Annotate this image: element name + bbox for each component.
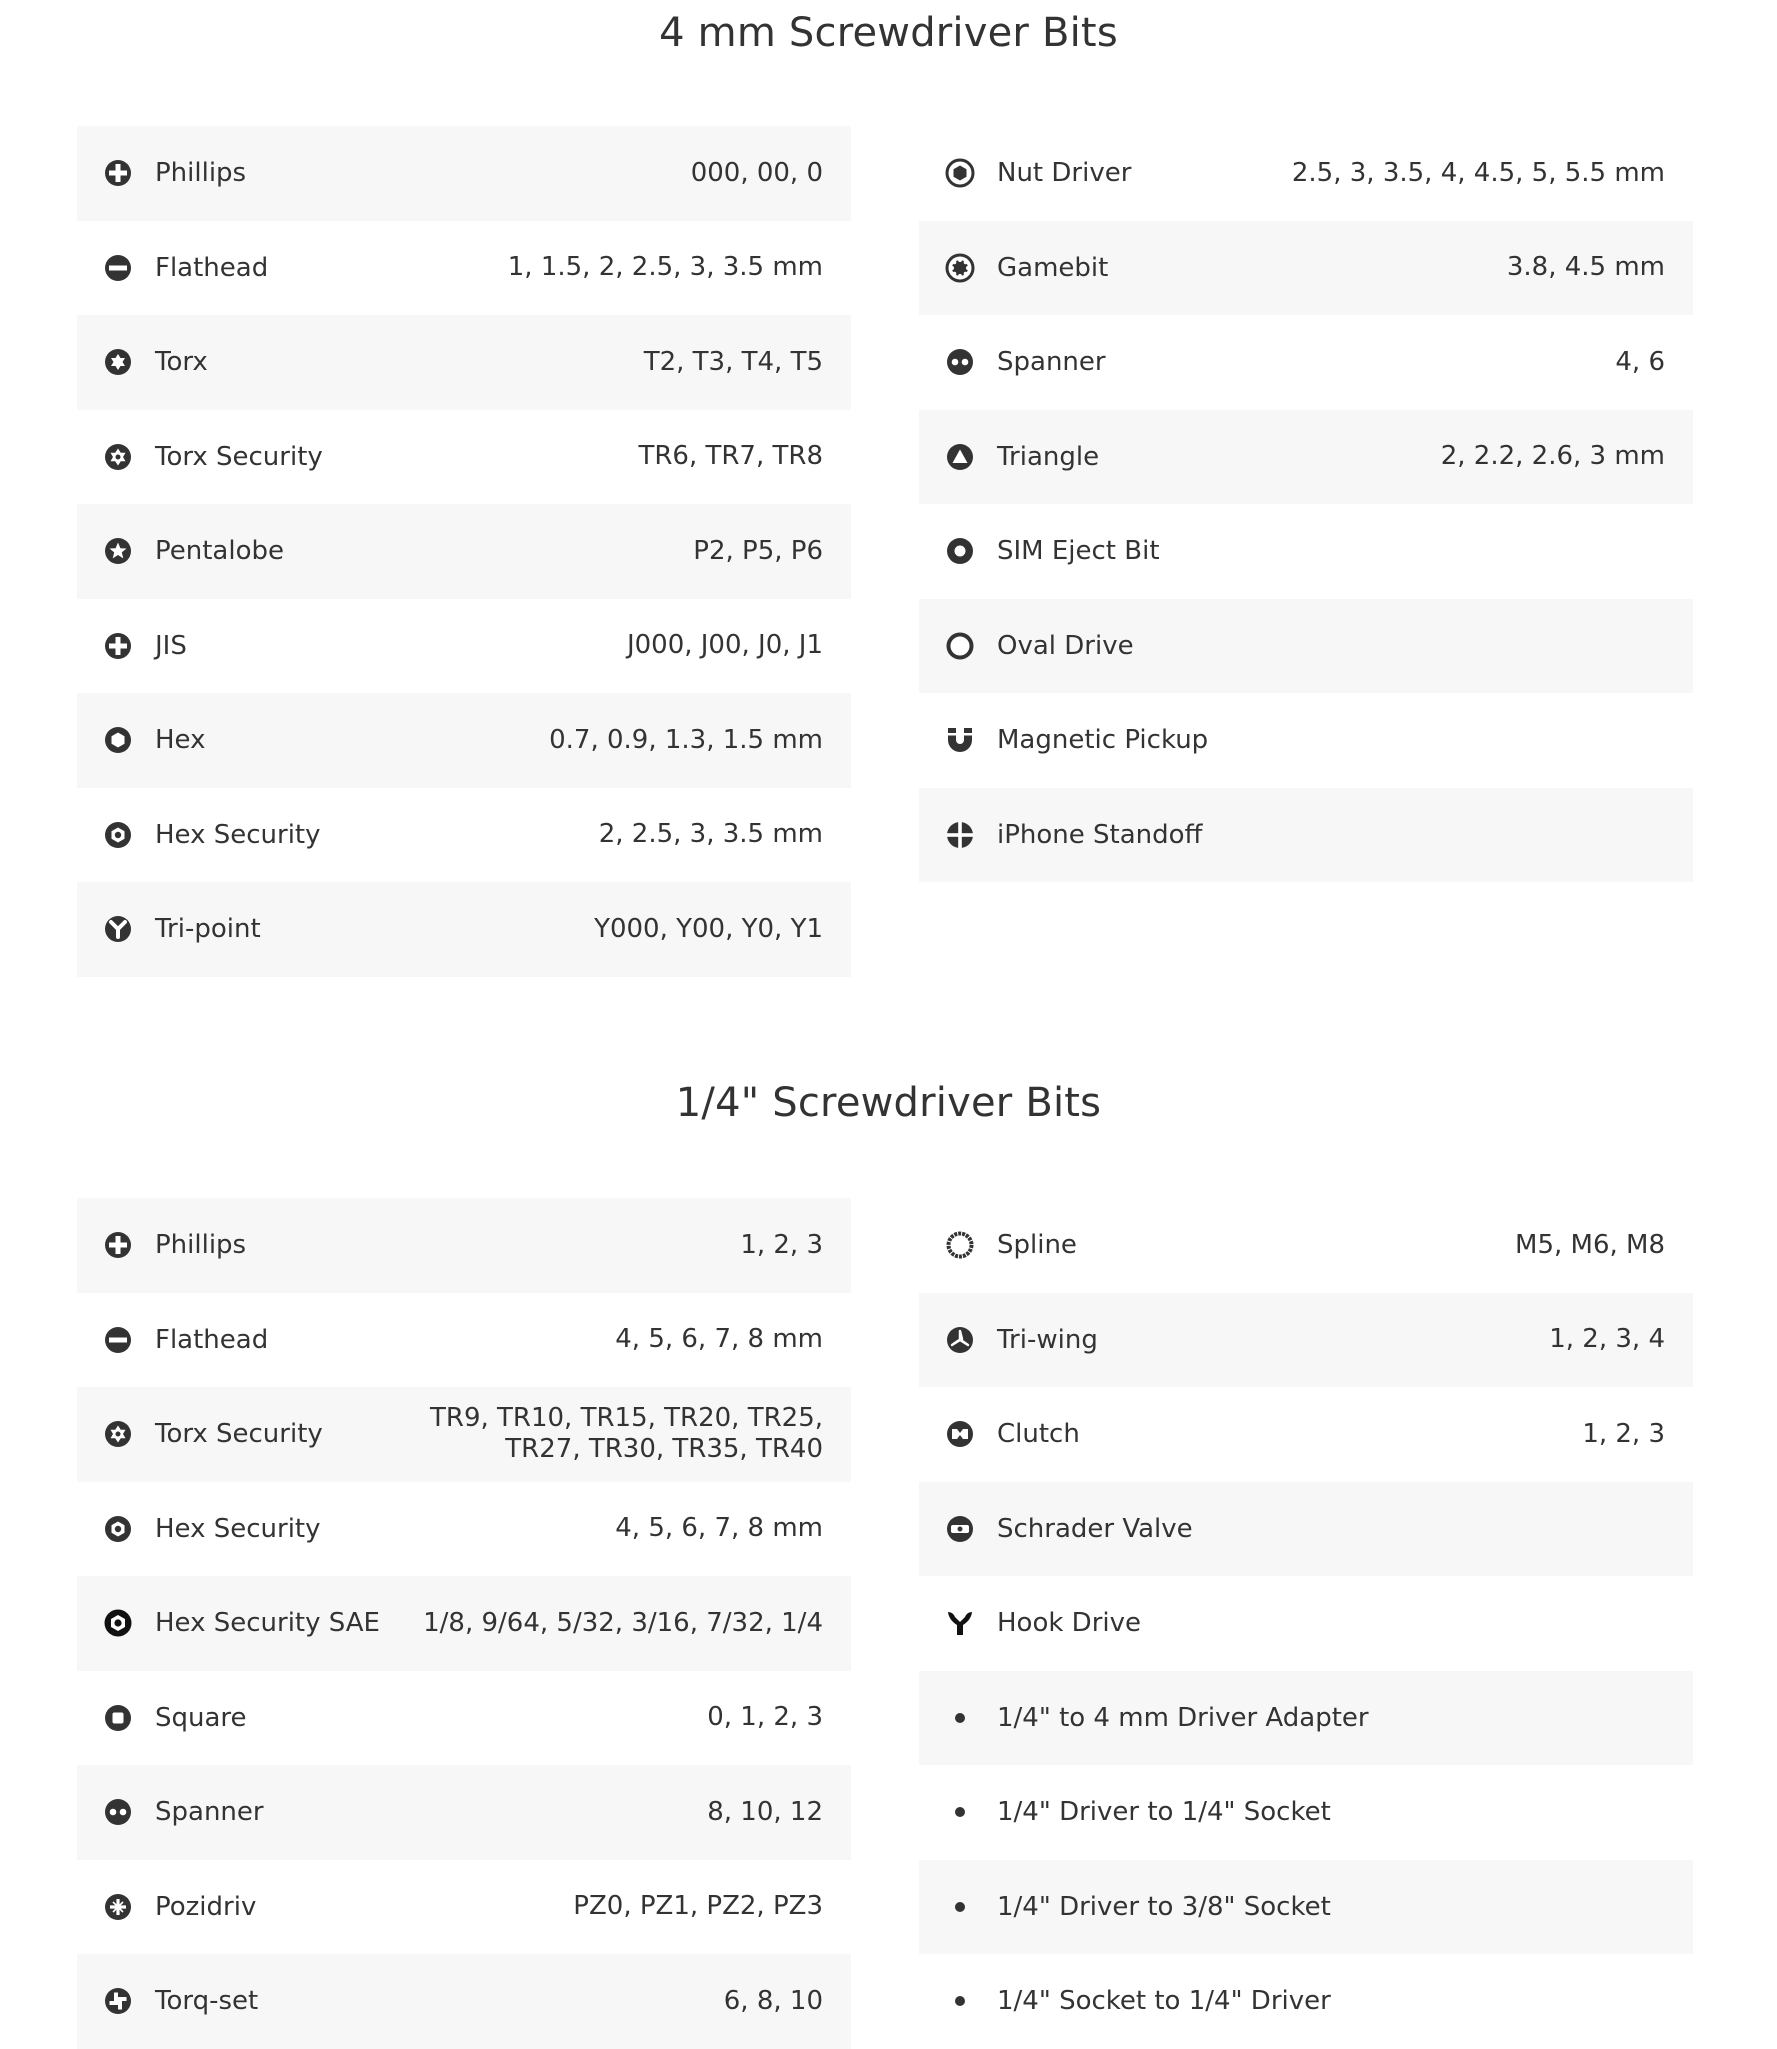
bit-row — [919, 1671, 1693, 1766]
pozidriv-icon — [103, 1892, 133, 1922]
bit-name: Pozidriv — [155, 1891, 257, 1922]
bit-name: Phillips — [155, 1230, 247, 1261]
bit-row — [919, 788, 1693, 883]
bit-row — [77, 1765, 851, 1860]
bit-name: Hex Security — [155, 1513, 321, 1544]
bits-table-quarter-inch-left — [77, 1198, 851, 2049]
flathead-icon — [103, 253, 133, 283]
bits-table-4mm-left — [77, 126, 851, 977]
bit-sizes: 4, 6 — [1615, 346, 1665, 377]
pentalobe-icon — [103, 536, 133, 566]
bit-name: Square — [155, 1702, 247, 1733]
hook-drive-icon — [945, 1608, 975, 1638]
iphone-standoff-icon — [945, 820, 975, 850]
bit-sizes: 4, 5, 6, 7, 8 mm — [615, 1324, 823, 1355]
bit-row — [919, 693, 1693, 788]
bit-name: 1/4" to 4 mm Driver Adapter — [997, 1702, 1369, 1733]
bit-name: Nut Driver — [997, 158, 1132, 189]
section-title-4mm: 4 mm Screwdriver Bits — [659, 10, 1118, 56]
bit-name: Torx Security — [155, 441, 323, 472]
bit-row — [77, 693, 851, 788]
bit-row — [77, 1293, 851, 1388]
bit-row — [919, 1387, 1693, 1482]
bit-sizes: 2, 2.2, 2.6, 3 mm — [1440, 441, 1665, 472]
bit-sizes: 0, 1, 2, 3 — [707, 1702, 823, 1733]
bit-row — [77, 1860, 851, 1955]
bit-sizes: 3.8, 4.5 mm — [1506, 252, 1665, 283]
magnet-icon — [945, 725, 975, 755]
bullet-icon — [945, 1892, 975, 1922]
bit-name: Pentalobe — [155, 536, 284, 567]
bit-name: 1/4" Driver to 3/8" Socket — [997, 1891, 1331, 1922]
bit-sizes: 0.7, 0.9, 1.3, 1.5 mm — [549, 724, 823, 755]
bit-sizes: T2, T3, T4, T5 — [643, 346, 823, 377]
phillips-icon — [103, 1230, 133, 1260]
bit-name: Magnetic Pickup — [997, 725, 1209, 756]
bit-name: Phillips — [155, 158, 247, 189]
bit-row — [77, 504, 851, 599]
bit-row — [919, 221, 1693, 316]
bit-row — [77, 221, 851, 316]
bit-row — [77, 599, 851, 694]
bit-name: Tri-point — [155, 914, 261, 945]
bits-table-quarter-inch-right — [919, 1198, 1693, 2049]
bit-name: Hex — [155, 725, 206, 756]
torq-set-icon — [103, 1986, 133, 2016]
bit-name: Hex Security — [155, 819, 321, 850]
bit-sizes: 1/8, 9/64, 5/32, 3/16, 7/32, 1/4 — [423, 1607, 823, 1638]
bit-row — [919, 126, 1693, 221]
hex-security-sae-icon — [103, 1608, 133, 1638]
bit-name: Torx Security — [155, 1419, 323, 1450]
bit-name: SIM Eject Bit — [997, 536, 1160, 567]
bit-sizes: 1, 2, 3, 4 — [1549, 1324, 1665, 1355]
bit-sizes: 1, 1.5, 2, 2.5, 3, 3.5 mm — [507, 252, 823, 283]
bit-name: Flathead — [155, 252, 269, 283]
jis-icon — [103, 631, 133, 661]
phillips-icon — [103, 158, 133, 188]
spanner-icon — [945, 347, 975, 377]
bit-sizes: J000, J00, J0, J1 — [626, 630, 823, 661]
bit-name: Torq-set — [155, 1986, 259, 2017]
torx-icon — [103, 347, 133, 377]
bit-name: Flathead — [155, 1324, 269, 1355]
bit-row — [919, 315, 1693, 410]
bit-name: Spline — [997, 1230, 1077, 1261]
square-icon — [103, 1703, 133, 1733]
bit-row — [919, 504, 1693, 599]
bit-row — [77, 788, 851, 883]
hex-security-icon — [103, 1514, 133, 1544]
gamebit-icon — [945, 253, 975, 283]
bit-sizes: 8, 10, 12 — [707, 1796, 823, 1827]
bit-name: Oval Drive — [997, 630, 1134, 661]
tri-wing-icon — [945, 1325, 975, 1355]
bits-table-4mm-right — [919, 126, 1693, 882]
bit-row — [919, 410, 1693, 505]
oval-drive-icon — [945, 631, 975, 661]
bit-sizes: TR6, TR7, TR8 — [638, 441, 823, 472]
bit-name: JIS — [155, 630, 187, 661]
bullet-icon — [945, 1986, 975, 2016]
bit-name: Triangle — [997, 441, 1100, 472]
bit-sizes: P2, P5, P6 — [693, 535, 823, 566]
bit-row — [77, 1954, 851, 2049]
bit-row — [77, 1387, 851, 1482]
bit-name: 1/4" Driver to 1/4" Socket — [997, 1797, 1331, 1828]
tri-point-icon — [103, 914, 133, 944]
bit-sizes: 2, 2.5, 3, 3.5 mm — [598, 819, 823, 850]
clutch-icon — [945, 1419, 975, 1449]
flathead-icon — [103, 1325, 133, 1355]
bit-sizes: M5, M6, M8 — [1515, 1229, 1665, 1260]
bit-row — [919, 1293, 1693, 1388]
bit-row — [919, 1482, 1693, 1577]
spline-icon — [945, 1230, 975, 1260]
bit-row — [77, 1671, 851, 1766]
torx-security-icon — [103, 442, 133, 472]
schrader-valve-icon — [945, 1514, 975, 1544]
hex-security-icon — [103, 820, 133, 850]
sim-eject-icon — [945, 536, 975, 566]
triangle-icon — [945, 442, 975, 472]
torx-security-icon — [103, 1419, 133, 1449]
bit-row — [77, 126, 851, 221]
bit-name: Tri-wing — [997, 1324, 1098, 1355]
bit-name: 1/4" Socket to 1/4" Driver — [997, 1986, 1331, 2017]
bit-row — [919, 1198, 1693, 1293]
nut-driver-icon — [945, 158, 975, 188]
bit-name: Torx — [155, 347, 208, 378]
bit-row — [77, 1576, 851, 1671]
bit-name: Hex Security SAE — [155, 1608, 380, 1639]
bit-name: Clutch — [997, 1419, 1080, 1450]
bit-sizes: 1, 2, 3 — [1582, 1418, 1665, 1449]
bit-row — [77, 882, 851, 977]
bit-row — [919, 1576, 1693, 1671]
bit-sizes: 000, 00, 0 — [690, 157, 823, 188]
bit-row — [919, 1954, 1693, 2049]
bit-sizes: 1, 2, 3 — [740, 1229, 823, 1260]
bit-name: iPhone Standoff — [997, 819, 1203, 850]
bit-sizes: PZ0, PZ1, PZ2, PZ3 — [573, 1891, 823, 1922]
section-title-quarter-inch: 1/4" Screwdriver Bits — [675, 1080, 1102, 1126]
bit-row — [919, 1860, 1693, 1955]
bullet-icon — [945, 1703, 975, 1733]
bit-name: Spanner — [155, 1797, 264, 1828]
bit-name: Hook Drive — [997, 1608, 1142, 1639]
bit-sizes: 2.5, 3, 3.5, 4, 4.5, 5, 5.5 mm — [1291, 157, 1665, 188]
bit-name: Schrader Valve — [997, 1513, 1193, 1544]
bullet-icon — [945, 1797, 975, 1827]
bit-row — [919, 599, 1693, 694]
spanner-icon — [103, 1797, 133, 1827]
bit-sizes: TR9, TR10, TR15, TR20, TR25, TR27, TR30, TR35, TR40 — [430, 1403, 823, 1465]
bit-name: Spanner — [997, 347, 1106, 378]
bit-sizes: 6, 8, 10 — [723, 1985, 823, 2016]
bit-name: Gamebit — [997, 252, 1109, 283]
bit-row — [77, 1198, 851, 1293]
bit-row — [919, 1765, 1693, 1860]
bit-row — [77, 1482, 851, 1577]
bit-row — [77, 410, 851, 505]
bit-sizes: Y000, Y00, Y0, Y1 — [594, 913, 823, 944]
hex-icon — [103, 725, 133, 755]
bit-sizes: 4, 5, 6, 7, 8 mm — [615, 1513, 823, 1544]
bit-row — [77, 315, 851, 410]
